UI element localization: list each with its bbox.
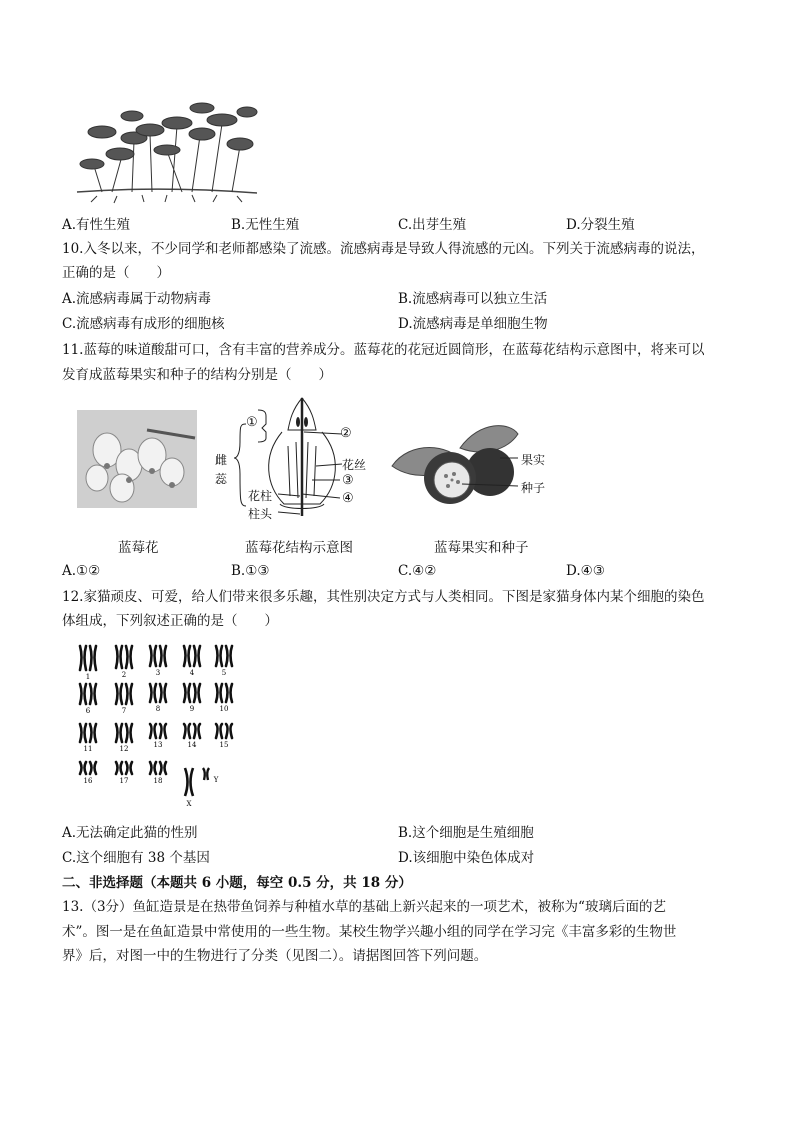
q11-option-c: C.④② [398, 563, 437, 579]
q13-line-2: 术”。图一是在鱼缸造景中常使用的一些生物。某校生物学兴趣小组的同学在学习完《丰富多彩的生物世 [62, 924, 677, 940]
label-seed: 种子 [521, 481, 546, 495]
q13-line-3: 界》后，对图一中的生物进行了分类（见图二）。请据图回答下列问题。 [62, 948, 488, 964]
chromosome-number-5: 5 [221, 669, 227, 677]
label-filament: 花丝 [342, 458, 367, 472]
q12-option-a: A.无法确定此猫的性别 [62, 825, 198, 841]
q12-option-c: C.这个细胞有 38 个基因 [62, 850, 210, 866]
label-circled-1: ① [246, 415, 258, 430]
q11-option-a: A.①② [62, 563, 101, 579]
label-style: 花柱 [248, 489, 273, 503]
chromosome-pair-13 [150, 724, 166, 738]
chromosome-pair-6 [80, 684, 96, 704]
label-circled-3: ③ [342, 473, 354, 488]
blueberry-fruit-illustration [390, 418, 520, 514]
chromosome-pair-2 [116, 646, 132, 668]
chromosome-pair-16 [80, 762, 96, 774]
q9-option-d: D.分裂生殖 [566, 217, 635, 233]
q10-option-b: B.流感病毒可以独立生活 [398, 291, 548, 307]
chromosome-pair-10 [216, 684, 232, 702]
chromosome-number-14: 14 [187, 741, 197, 749]
chromosome-pair-8 [150, 684, 166, 702]
chromosome-pair-7 [116, 684, 132, 704]
chromosome-pair-1 [80, 646, 96, 670]
blueberry-flower-photo [77, 410, 197, 508]
section-2-heading: 二、非选择题（本题共 6 小题，每空 0.5 分，共 18 分） [62, 875, 412, 891]
q9-option-c: C.出芽生殖 [398, 217, 467, 233]
chromosome-pair-18 [150, 762, 166, 774]
karyotype-figure [72, 644, 242, 810]
q12-option-b: B.这个细胞是生殖细胞 [398, 825, 534, 841]
chromosome-pair-5 [216, 646, 232, 666]
label-pistil-1: 雌 [215, 453, 228, 467]
q9-option-a: A.有性生殖 [62, 217, 131, 233]
q10-option-a: A.流感病毒属于动物病毒 [62, 291, 212, 307]
chromosome-number-15: 15 [219, 741, 229, 749]
q12-stem-line-2: 体组成，下列叙述正确的是（ ） [62, 613, 278, 629]
q11-stem-line-1: 11.蓝莓的味道酸甜可口，含有丰富的营养成分。蓝莓花的花冠近圆筒形，在蓝莓花结构示意图中，将来可以 [62, 342, 705, 358]
chromosome-number-9: 9 [189, 705, 195, 713]
q12-option-d: D.该细胞中染色体成对 [398, 850, 535, 866]
chromosome-pair-15 [216, 724, 232, 738]
q13-line-1: 13.（3分）鱼缸造景是在热带鱼饲养与种植水草的基础上新兴起来的一项艺术，被称为“玻璃后面的艺 [62, 899, 666, 915]
chromosome-pair-3 [150, 646, 166, 666]
chromosome-number-17: 17 [119, 777, 129, 785]
chromosome-number-2: 2 [121, 671, 127, 679]
q11-option-d: D.④③ [566, 563, 605, 579]
label-pistil-2: 蕊 [215, 472, 228, 486]
sex-label-x: X [186, 800, 192, 808]
chromosome-number-6: 6 [85, 707, 91, 715]
q10-option-d: D.流感病毒是单细胞生物 [398, 316, 548, 332]
caption-flower-structure: 蓝莓花结构示意图 [245, 540, 353, 556]
label-circled-4: ④ [342, 491, 354, 506]
q9-option-b: B.无性生殖 [231, 217, 300, 233]
q10-option-c: C.流感病毒有成形的细胞核 [62, 316, 225, 332]
chromosome-pair-12 [116, 724, 132, 742]
chromosome-pair-11 [80, 724, 96, 742]
chromosome-pair-17 [116, 762, 132, 774]
caption-blueberry-flower: 蓝莓花 [118, 540, 159, 556]
chromosome-number-12: 12 [119, 745, 129, 753]
chromosome-number-7: 7 [121, 707, 127, 715]
karyotype-svg [72, 644, 242, 810]
q11-stem-line-2: 发育成蓝莓果实和种子的结构分别是（ ） [62, 367, 332, 383]
chromosome-number-8: 8 [155, 705, 161, 713]
chromosome-number-16: 16 [83, 777, 93, 785]
chromosome-pair-14 [184, 724, 200, 738]
chromosome-number-10: 10 [219, 705, 229, 713]
chromosome-number-18: 18 [153, 777, 163, 785]
chromosome-number-1: 1 [85, 673, 91, 681]
chromosome-pair-9 [184, 684, 200, 702]
q11-option-b: B.①③ [231, 563, 270, 579]
chromosome-number-13: 13 [153, 741, 163, 749]
label-circled-2: ② [340, 426, 352, 441]
label-fruit: 果实 [521, 453, 546, 467]
plant-illustration [72, 96, 262, 204]
chromosome-number-4: 4 [189, 669, 195, 677]
q10-stem-line-2: 正确的是（ ） [62, 265, 170, 281]
label-stigma: 柱头 [248, 507, 273, 521]
chromosome-number-11: 11 [83, 745, 93, 753]
chromosome-y [203, 768, 209, 780]
caption-fruit-seed: 蓝莓果实和种子 [434, 540, 529, 556]
chromosome-x [185, 768, 193, 796]
sex-label-y: Y [213, 776, 219, 784]
q10-stem-line-1: 10.入冬以来，不少同学和老师都感染了流感。流感病毒是导致人得流感的元凶。下列关于流感病毒的说法， [62, 241, 705, 257]
chromosome-number-3: 3 [155, 669, 161, 677]
chromosome-pair-4 [184, 646, 200, 666]
q12-stem-line-1: 12.家猫顽皮、可爱，给人们带来很多乐趣，其性别决定方式与人类相同。下图是家猫身体内某个细胞的染色 [62, 589, 705, 605]
